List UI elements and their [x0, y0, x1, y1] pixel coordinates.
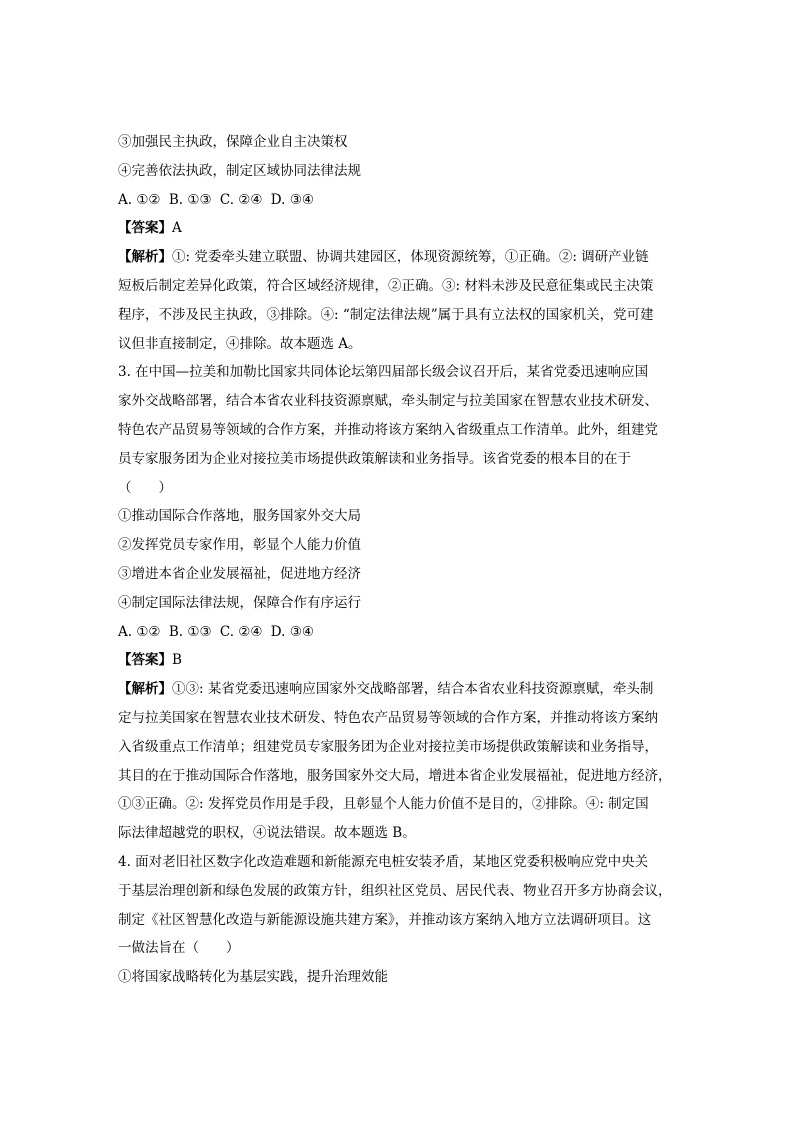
q3-stem-line: （ ）	[118, 479, 172, 496]
q2-analysis-tag: 【解析】	[118, 249, 172, 266]
q4-stem-line: 制定《社区智慧化改造与新能源设施共建方案》，并推动该方案纳入地方立法调研项目。这	[118, 911, 652, 928]
q3-analysis-line: 定与拉美国家在智慧农业技术研发、特色农产品贸易等领域的合作方案，并推动将该方案纳	[118, 709, 658, 726]
q2-choice-a: A. ①②	[118, 191, 161, 208]
q3-stem-line: 员专家服务团为企业对接拉美市场提供政策解读和业务指导。该省党委的根本目的在于	[118, 450, 631, 467]
q3-option-4: ④制定国际法律法规，保障合作有序运行	[118, 594, 361, 611]
q4-stem-line: 一做法旨在（ ）	[118, 940, 240, 957]
q2-analysis-line: 议但非直接制定，④排除。故本题选 A。	[118, 335, 362, 352]
q3-option-3: ③增进本省企业发展福祉，促进地方经济	[118, 565, 361, 582]
q2-option-4: ④完善依法执政，制定区域协同法律法规	[118, 162, 361, 179]
q3-choice-b: B. ①③	[168, 623, 212, 640]
q3-choice-d: D. ③④	[270, 623, 314, 640]
q3-stem-line: 特色农产品贸易等领域的合作方案，并推动将该方案纳入省级重点工作清单。此外，组建党	[118, 421, 658, 438]
q3-option-1: ①推动国际合作落地，服务国家外交大局	[118, 508, 361, 525]
q3-analysis-text: ①③: 某省党委迅速响应国家外交战略部署，结合本省农业科技资源禀赋，牵头制	[172, 681, 654, 698]
document-content	[118, 128, 678, 992]
q3-option-2: ②发挥党员专家作用，彰显个人能力价值	[118, 537, 361, 554]
q2-analysis-text: ①: 党委牵头建立联盟、协调共建园区，体现资源统筹，①正确。②: 调研产业链	[172, 249, 649, 266]
q2-answer-value: A	[172, 220, 182, 237]
q2-analysis-line: 程序，不涉及民主执政，③排除。④: “制定法律法规”属于具有立法权的国家机关，党可建	[118, 306, 654, 323]
q3-choice-a: A. ①②	[118, 623, 161, 640]
q2-choice-c: C. ②④	[219, 191, 263, 208]
q2-analysis-line: 短板后制定差异化政策，符合区域经济规律，②正确。③: 材料未涉及民意征集或民主决策	[118, 277, 654, 294]
q3-choices	[118, 618, 678, 647]
q2-answer-tag: 【答案】	[118, 220, 172, 237]
q3-analysis-line: 际法律超越党的职权，④说法错误。故本题选 B。	[118, 825, 416, 842]
q3-answer-value: B	[172, 652, 182, 669]
q3-analysis-line: 入省级重点工作清单；组建党员专家服务团为企业对接拉美市场提供政策解读和业务指导，	[118, 738, 658, 755]
q2-choice-d: D. ③④	[270, 191, 314, 208]
q3-stem-line: 3. 在中国—拉美和加勒比国家共同体论坛第四届部长级会议召开后，某省党委迅速响应国	[118, 364, 649, 381]
q3-answer	[118, 646, 678, 675]
q3-answer-tag: 【答案】	[118, 652, 172, 669]
q4-stem-line: 于基层治理创新和绿色发展的政策方针，组织社区党员、居民代表、物业召开多方协商会议，	[118, 882, 672, 899]
q3-analysis-line: ①③正确。②: 发挥党员作用是手段，且彰显个人能力价值不是目的，②排除。④: 制定国	[118, 796, 649, 813]
q2-answer	[118, 214, 678, 243]
q4-option-1: ①将国家战略转化为基层实践，提升治理效能	[118, 969, 388, 986]
q2-option-3: ③加强民主执政，保障企业自主决策权	[118, 134, 348, 150]
q2-choices	[118, 186, 678, 215]
q3-analysis-tag: 【解析】	[118, 681, 172, 698]
q3-choice-c: C. ②④	[219, 623, 263, 640]
q3-analysis-line	[118, 675, 678, 704]
q3-stem-line: 家外交战略部署，结合本省农业科技资源禀赋，牵头制定与拉美国家在智慧农业技术研发、	[118, 393, 658, 410]
q2-analysis-line	[118, 243, 678, 272]
q4-stem-line: 4. 面对老旧社区数字化改造难题和新能源充电桩安装矛盾，某地区党委积极响应党中央关	[118, 853, 649, 870]
q3-analysis-line: 其目的在于推动国际合作落地，服务国家外交大局，增进本省企业发展福祉，促进地方经济，	[118, 767, 672, 784]
q2-choice-b: B. ①③	[168, 191, 212, 208]
